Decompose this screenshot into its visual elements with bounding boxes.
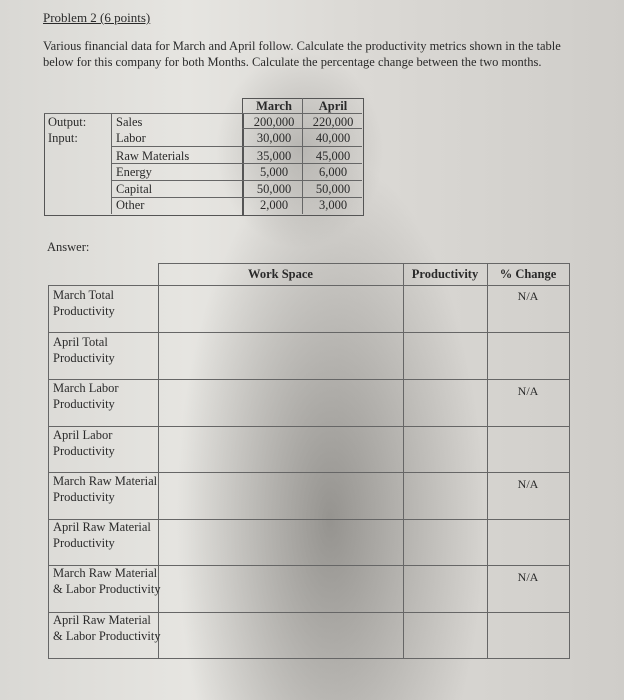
capital-march: 50,000 [256,182,292,196]
sales-march: 200,000 [253,115,295,129]
row-label-march-raw-material: March Raw Material Productivity [53,474,158,504]
item-capital: Capital [116,182,153,196]
col-april-header: April [318,99,348,113]
row-label-april-labor: April Labor Productivity [53,428,115,458]
other-april: 3,000 [318,198,348,212]
change-march-labor: N/A [517,384,539,398]
row-label-april-raw-material-labor: April Raw Material & Labor Productivity [53,613,161,643]
problem-title: Problem 2 (6 points) [43,10,151,25]
item-labor: Labor [116,131,146,145]
problem-prompt: Various financial data for March and April follow. Calculate the productivity metrics shown in the table below for this company for both Months. Calculate the percentage change between the two months. [43,39,561,69]
energy-april: 6,000 [318,165,348,179]
financial-data-table [44,98,362,215]
energy-march: 5,000 [259,165,289,179]
header-productivity: Productivity [411,267,479,281]
answer-table [48,263,570,659]
change-march-raw-material-labor: N/A [517,570,539,584]
row-label-march-labor: March Labor Productivity [53,381,119,411]
item-energy: Energy [116,165,152,179]
labor-april: 40,000 [315,131,351,145]
row-label-april-raw-material: April Raw Material Productivity [53,520,151,550]
labor-march: 30,000 [256,131,292,145]
header-work-space: Work Space [248,267,313,281]
row-label-march-raw-material-labor: March Raw Material & Labor Productivity [53,566,161,596]
raw-materials-march: 35,000 [256,149,292,163]
raw-materials-april: 45,000 [315,149,351,163]
output-label: Output: [48,115,87,129]
item-sales: Sales [116,115,143,129]
sales-april: 220,000 [312,115,354,129]
item-other: Other [116,198,145,212]
capital-april: 50,000 [315,182,351,196]
row-label-march-total: March Total Productivity [53,288,115,318]
header-pct-change: % Change [499,267,557,281]
change-march-raw-material: N/A [517,477,539,491]
item-raw-materials: Raw Materials [116,149,190,163]
input-label: Input: [48,131,78,145]
row-label-april-total: April Total Productivity [53,335,115,365]
change-march-total: N/A [517,289,539,303]
answer-label: Answer: [47,240,90,254]
col-march-header: March [256,99,292,113]
other-march: 2,000 [259,198,289,212]
